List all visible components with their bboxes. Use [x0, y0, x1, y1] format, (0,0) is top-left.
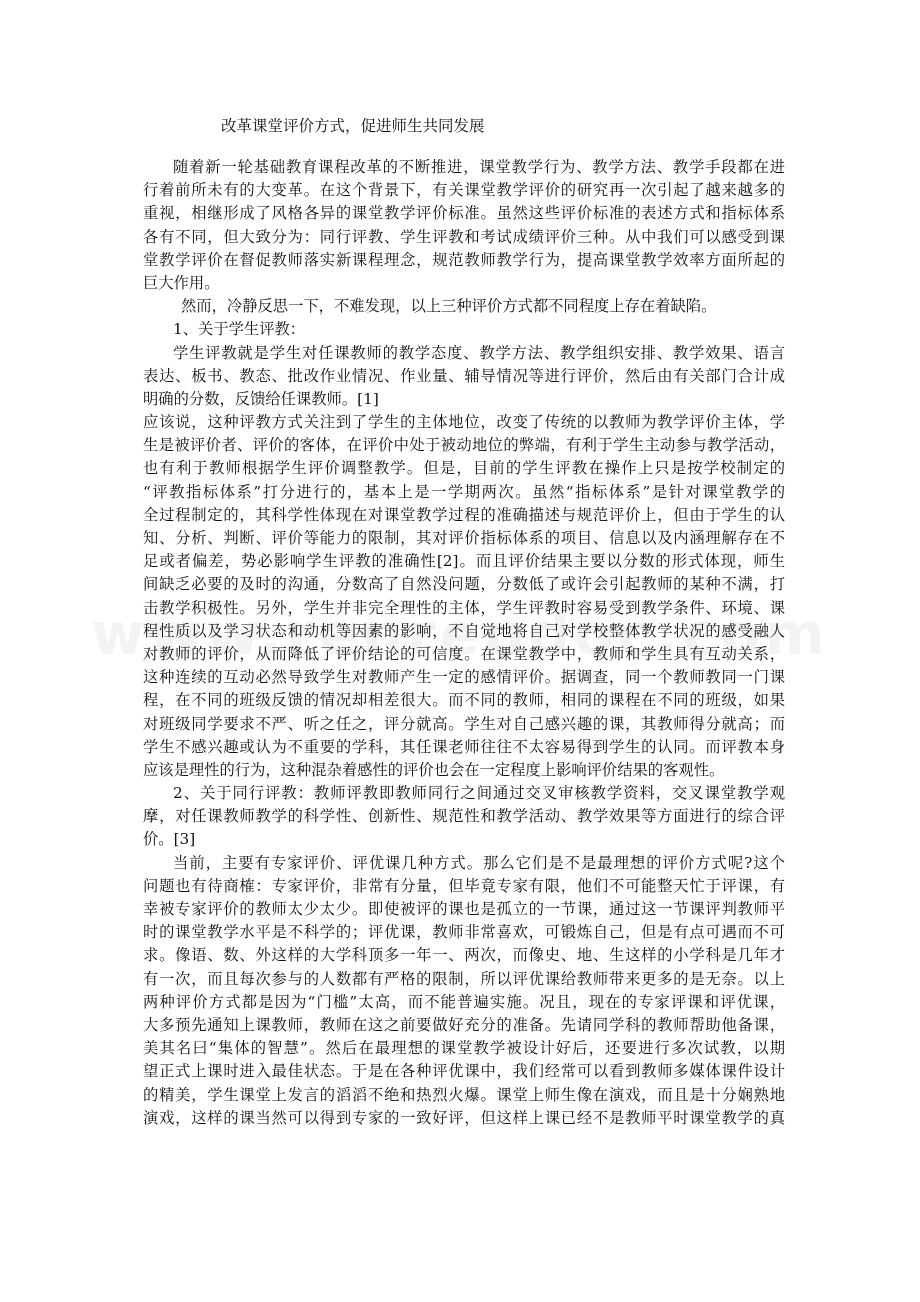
- text-line: 对教师的评价，从而降低了评价结论的可信度。在课堂教学中，教师和学生具有互动关系，: [143, 644, 785, 663]
- text-line: 随着新一轮基础教育课程改革的不断推进，课堂教学行为、教学方法、教学手段都在进: [173, 158, 785, 176]
- text-line: 击教学积极性。另外，学生并非完全理性的主体，学生评教时容易受到教学条件、环境、课: [143, 598, 785, 617]
- text-line: 摩，对任课教师教学的科学性、创新性、规范性和教学活动、教学效果等方面进行的综合评: [143, 807, 785, 826]
- text-line: 程性质以及学习状态和动机等因素的影响，不自觉地将自己对学校整体教学状况的感受融人: [143, 621, 785, 640]
- text-line: 大多预先通知上课教师，教师在这之前要做好充分的准备。先请同学科的教师帮助他备课，: [143, 1015, 785, 1034]
- text-line: 求。像语、数、外这样的大学科顶多一年一、两次，而像史、地、生这样的小学科是几年才: [143, 946, 785, 965]
- text-line: 演戏，这样的课当然可以得到专家的一致好评，但这样上课已经不是教师平时课堂教学的真: [143, 1108, 785, 1127]
- text-line: 重视，相继形成了风格各异的课堂教学评价标准。虽然这些评价标准的表述方式和指标体系: [143, 204, 785, 223]
- text-line: [143, 1130, 785, 1153]
- section-heading: 2、关于同行评教：教师评教即教师同行之间通过交叉审核教学资料，交叉课堂教学观: [173, 784, 785, 803]
- text-line: 堂教学评价在督促教师落实新课程理念，规范教师教学行为，提高课堂教学效率方面所起的: [143, 250, 785, 269]
- section-heading: 1、关于学生评教：: [173, 320, 306, 339]
- text-line: 学生不感兴趣或认为不重要的学科，其任课老师往往不太容易得到学生的认同。而评教本身: [143, 737, 785, 756]
- text-line: 间缺乏必要的及时的沟通，分数高了自然没问题，分数低了或许会引起教师的某种不满，打: [143, 575, 785, 594]
- text-line: 程，在不同的班级反馈的情况却相差很大。而不同的教师，相同的课程在不同的班级，如果: [143, 691, 785, 710]
- text-line: 应该说，这种评教方式关注到了学生的主体地位，改变了传统的以教师为教学评价主体，学: [143, 413, 785, 432]
- text-line: 足或者偏差，势必影响学生评教的准确性[2]。而且评价结果主要以分数的形式体现，师生: [143, 552, 785, 571]
- text-line: 的精美，学生课堂上发言的滔滔不绝和热烈火爆。课堂上师生像在演戏，而且是十分娴熟地: [143, 1085, 785, 1104]
- text-line: 行着前所未有的大变革。在这个背景下，有关课堂教学评价的研究再一次引起了越来越多的: [143, 181, 785, 200]
- text-line: 问题也有待商榷：专家评价，非常有分量，但毕竟专家有限，他们不可能整天忙于评课，有: [143, 876, 785, 895]
- text-line: 巨大作用。: [143, 273, 220, 292]
- text-line: 知、分析、判断、评价等能力的限制，其对评价指标体系的项目、信息以及内涵理解存在不: [143, 529, 785, 547]
- text-line: 生是被评价者、评价的客体，在评价中处于被动地位的弊端，有利于学生主动参与教学活动，: [143, 436, 785, 455]
- text-line: 应该是理性的行为，这种混杂着感性的评价也会在一定程度上影响评价结果的客观性。: [143, 760, 725, 779]
- text-line: 表达、板书、教态、批改作业情况、作业量、辅导情况等进行评价，然后由有关部门合计成: [143, 366, 785, 385]
- text-line: 美其名曰“集体的智慧”。然后在最理想的课堂教学被设计好后，还要进行多次试教，以期: [143, 1039, 785, 1058]
- text-line: 明确的分数，反馈给任课教师。[1]: [143, 389, 379, 408]
- text-line: 也有利于教师根据学生评价调整教学。但是，目前的学生评教在操作上只是按学校制定的: [143, 459, 785, 478]
- text-line: 当前，主要有专家评价、评优课几种方式。那么它们是不是最理想的评价方式呢?这个: [173, 853, 785, 872]
- text-line: 学生评教就是学生对任课教师的教学态度、教学方法、教学组织安排、教学效果、语言: [173, 343, 785, 362]
- text-line: “评教指标体系”打分进行的，基本上是一学期两次。虽然“指标体系”是针对课堂教学的: [143, 482, 785, 501]
- document-title: 改革课堂评价方式，促进师生共同发展: [221, 117, 485, 135]
- text-line: 望正式上课时进入最佳状态。于是在各种评优课中，我们经常可以看到教师多媒体课件设计: [143, 1062, 785, 1081]
- text-line: 这种连续的互动必然导致学生对教师产生一定的感情评价。据调查，同一个教师教同一门课: [143, 668, 785, 687]
- text-line: 全过程制定的，其科学性体现在对课堂教学过程的准确描述与规范评价上，但由于学生的认: [143, 505, 785, 524]
- text-line: 对班级同学要求不严、听之任之，评分就高。学生对自己感兴趣的课，其教师得分就高；而: [143, 714, 785, 733]
- text-line: 幸被专家评价的教师太少太少。即使被评的课也是孤立的一节课，通过这一节课评判教师平: [143, 900, 785, 918]
- text-line: 两种评价方式都是因为“门槛”太高，而不能普遍实施。况且，现在的专家评课和评优课，: [143, 992, 785, 1011]
- text-line: 然而，冷静反思一下，不难发现，以上三种评价方式都不同程度上存在着缺陷。: [181, 297, 717, 316]
- text-line: 价。[3]: [143, 830, 196, 849]
- text-line: 时的课堂教学水平是不科学的；评优课，教师非常喜欢，可锻炼自己，但是有点可遇而不可: [143, 923, 785, 942]
- text-line: 各有不同，但大致分为：同行评教、学生评教和考试成绩评价三种。从中我们可以感受到课: [143, 227, 785, 246]
- text-line: 有一次，而且每次参与的人数都有严格的限制，所以评优课给教师带来更多的是无奈。以上: [143, 969, 785, 988]
- document-body: [143, 156, 785, 1153]
